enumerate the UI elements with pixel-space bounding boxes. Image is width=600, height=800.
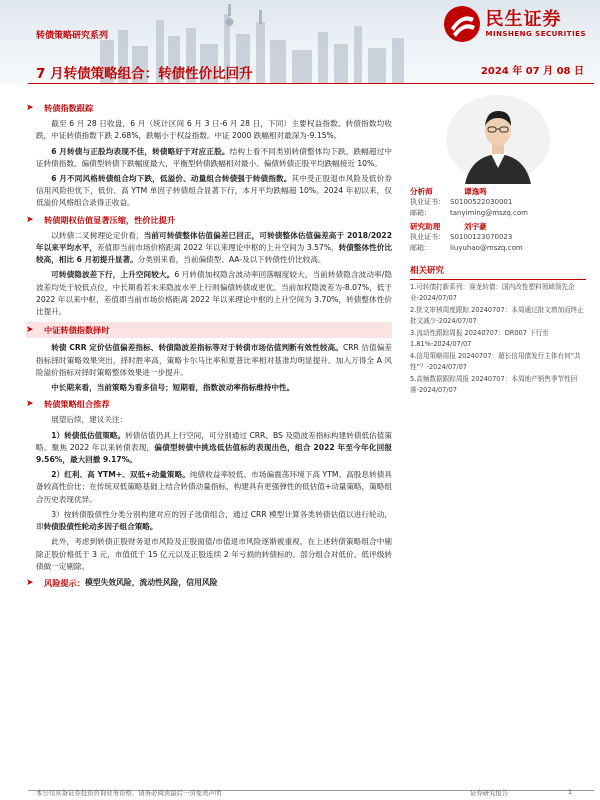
arrow-right-icon: ➤ bbox=[26, 103, 34, 113]
arrow-right-icon: ➤ bbox=[26, 577, 34, 588]
email-label: 邮箱： bbox=[410, 209, 431, 217]
paragraph bbox=[36, 536, 392, 573]
paragraph bbox=[36, 146, 392, 170]
subsection-title: 中证转债指数择时 bbox=[44, 325, 110, 336]
related-research-item[interactable]: 3.流动性跟踪周报 20240707：DR007 下行至 1.81%-2024/07/07 bbox=[410, 329, 549, 348]
emphasis-text: 转债股债性轮动多因子组合策略。 bbox=[43, 522, 158, 532]
emphasis-text: 1）转债低估值策略。 bbox=[51, 430, 126, 440]
section-title: 转债期权估值显著压缩，性价比提升 bbox=[44, 214, 176, 225]
body-text: 分类别来看，当前偏债型、AA-及以下转债性价比较高。 bbox=[137, 255, 326, 265]
emphasis-text: 偏债型转债中挑选低估值标的表现出色，组合 2022 年至今年化回报 9.56%，最大回撤 9.17%。 bbox=[36, 442, 393, 465]
email-address: liuyuhao@mszq.com bbox=[450, 244, 523, 252]
emphasis-text: 可转债隐波差下行，上升空间较大。 bbox=[51, 270, 175, 280]
analyst-role: 分析师 bbox=[410, 187, 433, 196]
analyst-photo-frame bbox=[410, 94, 586, 184]
paragraph bbox=[36, 173, 392, 210]
arrow-right-icon: ➤ bbox=[26, 399, 34, 410]
emphasis-text: 转债整体性价比较高，相比 6 月初提升显著。 bbox=[36, 243, 393, 265]
logo-english-name: MINSHENG SECURITIES bbox=[485, 30, 586, 38]
cert-label: 执业证书： bbox=[410, 233, 445, 241]
paragraph bbox=[36, 230, 392, 267]
related-research-item[interactable]: 2.批文审核周度跟踪 20240707：本周通过批文增加而终止批文减少-2024/07/07 bbox=[410, 306, 584, 325]
body-text: 结构上看不同类别转债整体均下跌，跌幅超过中证转债指数。偏债型转债下跌幅度最大，平衡型转债跌幅相对最小。偏债转债正股平均跌幅接近 10%。 bbox=[36, 146, 392, 168]
analyst-email-row bbox=[410, 243, 586, 254]
paragraph bbox=[36, 269, 392, 318]
emphasis-text: 转债 CRR 定价估值偏差指标、转债隐波差指标等对于转债市场估值判断有效性较高。 bbox=[51, 343, 343, 353]
analyst-name-row bbox=[410, 221, 586, 232]
report-series: 转债策略研究系列 bbox=[36, 31, 109, 41]
report-title: 7 月转债策略组合：转债性价比回升 bbox=[36, 66, 253, 82]
title-divider bbox=[28, 83, 594, 84]
footer-report-type: 证券研究报告 bbox=[470, 789, 509, 797]
analyst-cert-row bbox=[410, 232, 586, 243]
report-header bbox=[0, 0, 600, 84]
paragraph bbox=[36, 382, 392, 394]
page-number: 1 bbox=[568, 788, 573, 796]
arrow-right-icon: ➤ bbox=[26, 214, 34, 225]
subsection-heading bbox=[26, 322, 392, 338]
body-text: 转债估值仍具上行空间，可分别通过 CRR、BS 及隐波差指标构建转债低估值策略。聚焦 2022 年以来转债表现， bbox=[36, 430, 392, 452]
cert-number: S0100522030001 bbox=[450, 198, 513, 206]
analyst-email-row bbox=[410, 208, 586, 219]
section-title: 转债指数跟踪 bbox=[44, 103, 94, 113]
body-text: 展望后续，建议关注： bbox=[51, 415, 128, 425]
emphasis-text: 2）红利、高 YTM+、双低+动量策略。 bbox=[51, 470, 190, 480]
email-label: 邮箱： bbox=[410, 244, 431, 252]
paragraph bbox=[36, 118, 392, 142]
body-text: 3）按转债股债性分类分别构建对应的因子选债组合，通过 CRR 模型计算各类转债估值以进行轮动，即 bbox=[36, 509, 392, 532]
risk-warning bbox=[26, 577, 392, 589]
body-text: 纯债收益率较低、市场偏震荡环境下高 YTM、高股息转债具备较高性价比；在传统双低策略基础上结合转债动量指标，构建具有更强弹性的低估值+动量策略，策略组合历史表现优异。 bbox=[36, 470, 392, 504]
body-text: 其中受正股退市风险及低价券信用风险担忧下，低价、高 YTM 单因子转债组合显著下行，本月平均跌幅超 10%。2024 年初以来，仅低溢价风格组合录得正收益。 bbox=[36, 174, 392, 208]
cert-label: 执业证书： bbox=[410, 198, 445, 206]
risk-text: 模型失效风险，流动性风险，信用风险 bbox=[84, 577, 218, 587]
related-research-item[interactable]: 4.信用策略周报 20240707：超长信用债发行主体有何“共性”？-2024/07/07 bbox=[410, 352, 581, 371]
sidebar bbox=[410, 94, 586, 395]
body-text: CRR 估值偏差指标择时策略效果突出，择时胜率高，策略卡尔马比率和夏普比率相对基准均明显提升。加入万得全 A 风险溢价指标对择时策略整体效果进一步提升。 bbox=[36, 343, 392, 377]
related-research-list bbox=[410, 282, 586, 395]
paragraph bbox=[36, 469, 392, 506]
paragraph bbox=[36, 430, 392, 467]
analyst-name-row bbox=[410, 186, 586, 197]
body-text: 6 月转债加权隐含波动率回落幅度较大，当前转债隐含波动率/隐波差均处于较低点位，中长期看若未来隐波水平上行则偏债转债或更优。当前加权隐波差为-8.07%，低于 2022 年以来中枢，差值即当前市场价格距离 2022 年以来理论中枢的上升空间为 3.70%，转债整体性价比提升。 bbox=[36, 270, 392, 317]
body-text: 差值即当前市场价格距离 2022 年以来理论中枢的上升空间为 3.57%， bbox=[97, 243, 339, 253]
analyst-name: 谭逸鸣 bbox=[464, 187, 487, 196]
section-heading bbox=[26, 398, 392, 410]
body-text: 此外，考虑到转债正股财务退市风险及正股面值/市值退市风险逐渐被重视，在上述转债策略组合中剔除正股价格低于 3 元，市值低于 15 亿元以及正股连续 2 年亏损的转债标的。部分组合对低价、低评级转债做一定剔除。 bbox=[36, 537, 392, 571]
section-title: 转债策略组合推荐 bbox=[44, 399, 110, 410]
footer-disclaimer: 本公司具备证券投资咨询业务资格，请务必阅读最后一页免责声明 bbox=[36, 789, 222, 797]
section-heading bbox=[26, 102, 392, 114]
cert-number: S0100123070023 bbox=[450, 233, 513, 241]
analyst-list bbox=[410, 186, 586, 254]
report-body bbox=[26, 98, 393, 593]
logo-chinese-name: 民生证券 bbox=[485, 9, 562, 30]
report-date: 2024 年 07 月 08 日 bbox=[480, 66, 584, 77]
company-logo bbox=[442, 4, 587, 44]
emphasis-text: 中长期来看，当前策略为看多信号；短期看，指数波动率指标维持中性。 bbox=[51, 383, 295, 393]
analyst-name: 刘宇豪 bbox=[464, 222, 487, 231]
related-research-item[interactable]: 5.高频数据跟踪周报 20240707：本周地产销售季节性回落-2024/07/07 bbox=[410, 375, 578, 394]
risk-label: 风险提示： bbox=[44, 577, 85, 588]
emphasis-text: 6 月转债与正股均表现不佳，转债略好于对应正股。 bbox=[51, 146, 230, 156]
analyst-role: 研究助理 bbox=[410, 222, 441, 231]
related-research-item[interactable]: 1.可转债打新系列：赛龙转债：国内改性塑料领域领先企业-2024/07/07 bbox=[410, 283, 575, 302]
paragraph bbox=[36, 509, 392, 533]
emphasis-text: 当前可转债整体估值偏差已回正，可转债整体估值偏差高于 2018/2022 年以来平均水平， bbox=[36, 230, 392, 253]
section-heading bbox=[26, 214, 392, 226]
minsheng-logo-icon bbox=[442, 4, 482, 44]
analyst-photo bbox=[443, 94, 553, 184]
body-text: 截至 6 月 28 日收盘，6 月（统计区间 6 月 3 日-6 月 28 日，下同）主要权益指数、转债指数均收跌，中证转债指数下跌 2.68%，跌幅小于权益指数。中证 2000 跌幅相对最深为-9.15%。 bbox=[36, 119, 392, 141]
paragraph bbox=[36, 414, 392, 426]
paragraph bbox=[36, 342, 392, 379]
emphasis-text: 6 月不同风格转债组合均下跌，低溢价、动量组合转债强于转债指数。 bbox=[51, 174, 292, 184]
analyst-cert-row bbox=[410, 197, 586, 208]
body-text: 以转债二叉树理论定价看， bbox=[51, 230, 144, 240]
related-research-heading: 相关研究 bbox=[410, 266, 586, 280]
email-address: tanyiming@mszq.com bbox=[450, 209, 528, 217]
arrow-right-icon: ➤ bbox=[26, 325, 34, 336]
